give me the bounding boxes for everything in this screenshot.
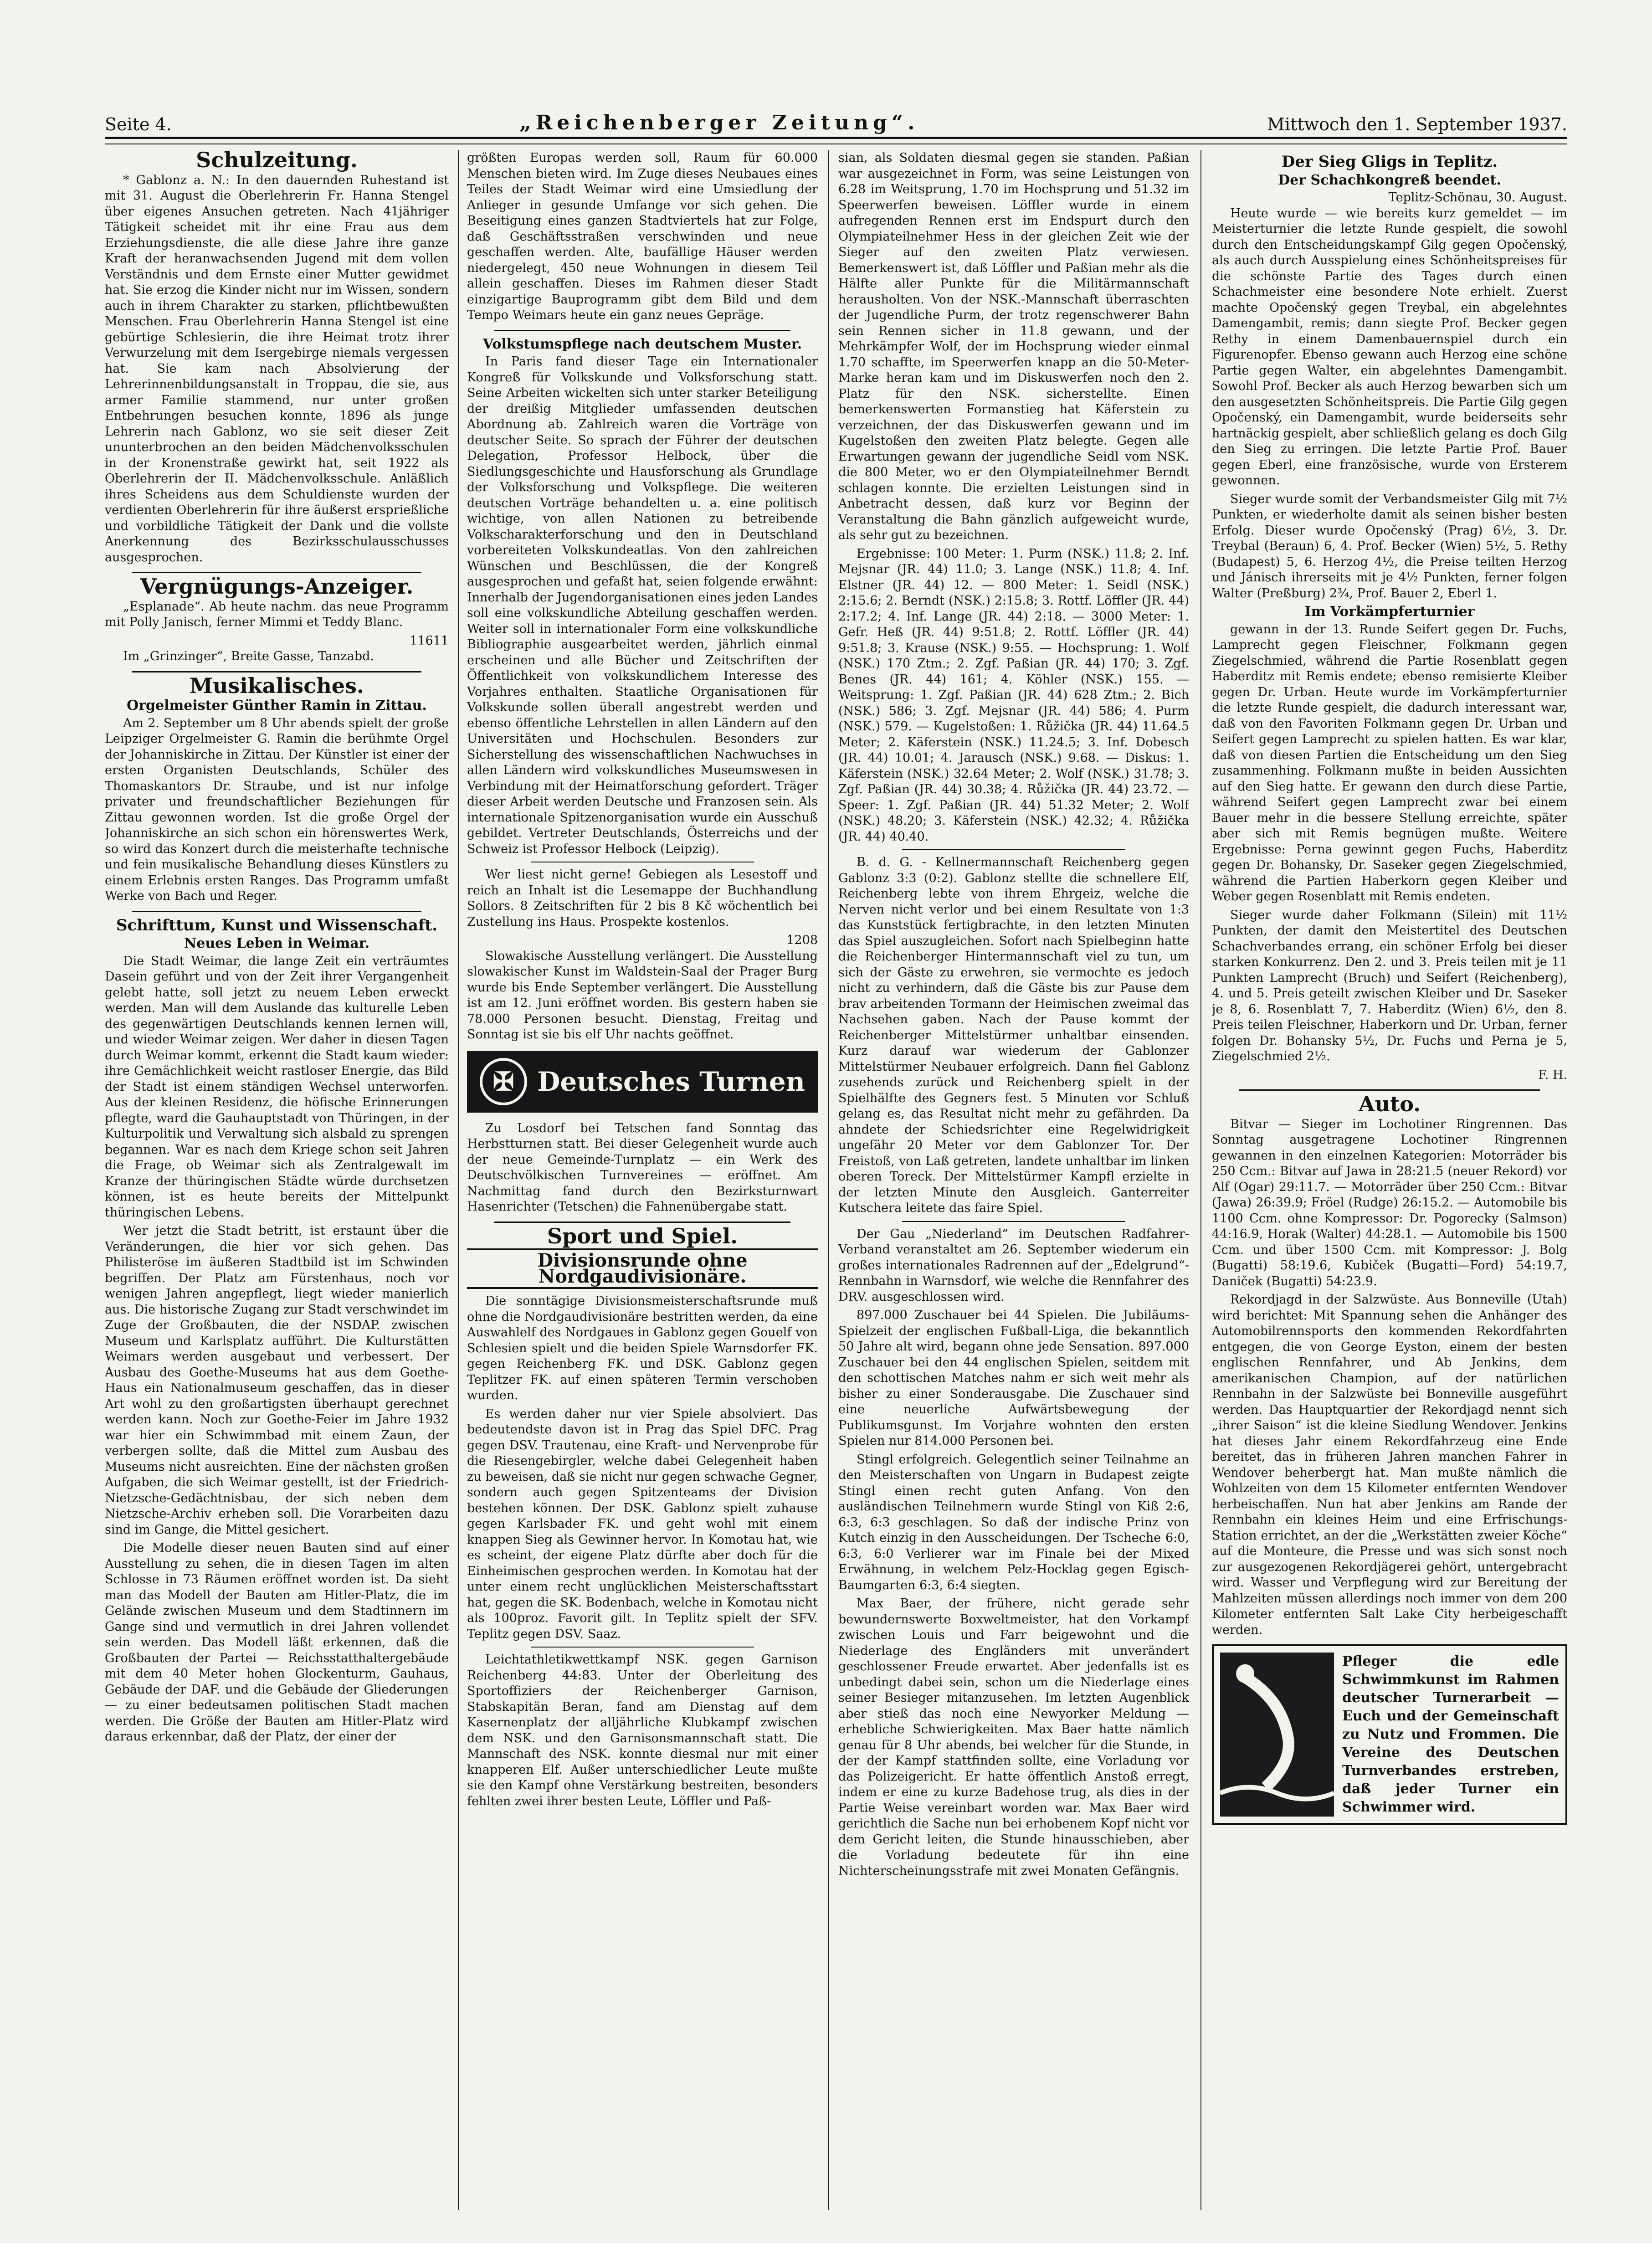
article-leichtathletik-continued: sian, als Soldaten diesmal gegen sie standen. Paßian war ausgezeichnet in Form, was seine Leistungen von 6.28 im Weitsprung, 1.70 im Hochsprung und 51.32 im Speerwerfen beweisen. Löffler wurde in einem aufregenden Rennen erst im Endspurt durch den Olympiateilnehmer Hess in der gleichen Zeit wie der Sieger auf den zweiten Platz verwiesen. Bemerkenswert ist, daß Löffler und Paßian mehr als die Hälfte aller Punkte für die Militärmannschaft herausholten. Von der NSK.-Mannschaft überraschten der Jugendliche Purm, der trotz regenschwerer Bahn sein Rennen sicher in 11.8 gewann, und der Mehrkämpfer Wolf, der im Hochsprung wieder einmal 1.70 schaffte, im Speerwerfen knapp an die 50-Meter-Marke heran kam und im Diskuswerfen noch den 2. Platz für den NSK. sicherstellte. Einen bemerkenswerten Formanstieg hat Käferstein zu verzeichnen, der das Diskuswerfen gewann und im Kugelstoßen den zweiten Platz belegte. Gegen alle Erwartungen gewann der jugendliche Seidl vom NSK. die 800 Meter, wo er den Olympiateilnehmer Berndt schlagen konnte. Die erzielten Leistungen sind in Anbetracht dessen, daß kurz vor Beginn der Veranstaltung die Bahn gänzlich aufgeweicht wurde, als sehr gut zu bezeichnen. (838, 151, 1189, 542)
column-3 (838, 150, 1189, 2210)
swimming-advertisement (1212, 1644, 1567, 1825)
separator (1239, 1089, 1540, 1091)
ad-text: Pfleger die edle Schwimmkunst im Rahmen deutscher Turnerarbeit — Euch und der Gemeinschaft zu Nutz und Frommen. Die Vereine des Deutschen Turnverbandes erstreben, daß jeder Turner ein Schwimmer wird. (1342, 1653, 1559, 1815)
column-divider (458, 150, 459, 2210)
separator (902, 1221, 1125, 1222)
article-turnen: Zu Losdorf bei Tetschen fand Sonntag das Herbstturnen statt. Bei dieser Gelegenheit wurde auch der neue Gemeinde-Turnplatz — ein Werk des Deutschvölkischen Turnvereines — eröffnet. Am Nachmittag fand durch den Bezirksturnwart Hasenrichter (Tetschen) die Fahnenübergabe statt. (467, 1121, 818, 1214)
column-2 (467, 150, 818, 2210)
article-heading-volkstum: Volkstumspflege nach deutschem Muster. (482, 336, 802, 352)
article-vorkaempfer: Sieger wurde daher Folkmann (Silein) mit 11½ Punkten, der damit den Meistertitel des Deutschen Schachverbandes errang, ein schöner Erfolg bei dieser starken Konkurrenz. Den 2. und 3. Preis teilen mit je 11 Punkten Lamprecht (Bruch) und Seifert (Reichenberg), 4. und 5. Preis geteilt zwischen Kleiber und Dr. Saseker je 8, 6. Rosenblatt 7, 7. Haberditz (Wien) 6½, den 8. Preis teilen Fleischner, Haberkorn und Dr. Urban, ferner folgen Dr. Bohansky 5½, Dr. Fuchs und Perna je 5, Ziegelschmied 2½. (1212, 908, 1567, 1063)
listing-number: 1208 (786, 933, 818, 947)
listing-esplanade: „Esplanade“. Ab heute nachm. das neue Programm mit Polly Janisch, ferner Mimmi et Teddy Blanc. (105, 599, 449, 629)
article-fussball-liga: 897.000 Zuschauer bei 44 Spielen. Die Jubiläums-Spielzeit der englischen Fußball-Liga, die bekanntlich 50 Jahre alt wird, begann ohne jede Sensation. 897.000 Zuschauer bei den 44 englischen Spielen, seitdem mit den schottischen Matches nahm er sich weit mehr als bisher zu einer Sonderausgabe. Die Zuschauer sind eine neuerliche Aufwärtsbewegung der Publikumsgunst. Im Vorjahre wohnten den ersten Spielen nur 814.000 Personen bei. (838, 1308, 1189, 1448)
article-leichtathletik: Leichtathletikwettkampf NSK. gegen Garnison Reichenberg 44:83. Unter der Oberleitung des Sportoffiziers der Reichenberger Garnison, Stabskapitän Beran, fand am Dienstag auf dem Kasernenplatz der alljährliche Klubkampf zwischen dem NSK. und den Garnisonsmannschaft statt. Die Mannschaft des NSK. konnte diesmal nur mit einer knapperen Elf. Außer unterschiedlicher Leute mußte sie den Kampf ohne Verstärkung bestreiten, besonders fehlten zwei ihrer besten Leute, Löffler und Paß- (467, 1653, 818, 1808)
article-ramin: Am 2. September um 8 Uhr abends spielt der große Leipziger Orgelmeister G. Ramin die berühmte Orgel der Johanniskirche in Zittau. Der Künstler ist einer der ersten Organisten Deutschlands, Schüler des Thomaskantors Dr. Straube, und ist nur infolge privater und freundschaftlicher Beziehungen für Zittau gewonnen worden. Ist die große Orgel der Johanniskirche an sich schon ein hörenswertes Werk, so wird das Konzert durch die meisterhafte technische und fein musikalische Behandlung dieses Künstlers zu einem Erlebnis ersten Ranges. Das Programm umfaßt Werke von Bach und Reger. (105, 716, 449, 903)
separator (531, 1647, 754, 1648)
article-weimar: Wer jetzt die Stadt betritt, ist erstaunt über die Veränderungen, die hier vor sich gehen. Das Philisteröse im äußeren Stadtbild ist im Schwinden begriffen. Der Platz am Fürstenhaus, noch vor wenigen Jahren angepflegt, liegt wieder manierlich aus. Die historische Zugang zur Stadt verschwindet im Zuge der Großbauten, die der NSDAP. zwischen Museum und Karlsplatz aufführt. Die Kulturstätten Weimars werden ausgebaut und verbessert. Der Ausbau des Goethe-Museums hat aus dem Goethe-Haus ein Nationalmuseum geschaffen, das in dieser Art wohl zu den großartigsten überhaupt gerechnet werden kann. Noch zur Goethe-Feier im Jahre 1932 war hier ein Schwimmbad mit einem Zaun, der verbergen sollte, daß die Mittel zum Ausbau des Museums nicht ausreichten. Eine der nächsten großen Aufgaben, die sich Weimar gestellt, ist der Friedrich-Nietzsche-Gedächtnisbau, der sich neben dem Nietzsche-Archiv erheben soll. Die Vorarbeiten dazu sind im Gange, die Mittel gesichert. (105, 1224, 449, 1537)
section-heading-musik: Musikalisches. (190, 673, 364, 698)
article-schach: Heute wurde — wie bereits kurz gemeldet — im Meisterturnier die letzte Runde gespielt, die sowohl durch den Entscheidungskampf Gilg gegen Opočenský, als auch durch Ausspielung eines Schönheitspreises für die schönste Partie des Tages durch einen Schachmeister eine besondere Note erhielt. Zuerst machte Opočenský gegen Treybal, ein abgelehntes Damengambit, remis; dann siegte Prof. Becker gegen Rethy in einem Damenbauernspiel durch ein Figurenopfer. Ebenso gewann auch Herzog eine schöne Partie gegen Walter, ein abgelehntes Damengambit. Sowohl Prof. Becker als auch Herzog bewarben sich um den ausgesetzten Schönheitspreis. Die Partie Gilg gegen Opočenský, ein Damengambit, wurde beiderseits sehr hartnäckig gespielt, aber schließlich gelang es doch Gilg den Sieg zu erringen. Die letzte Partie Prof. Bauer gegen Eberl, eine französische, wurde von Ersterem gewonnen. (1212, 206, 1567, 488)
article-heading-schach: Der Sieg Gligs in Teplitz. (1281, 153, 1498, 171)
separator (494, 1222, 790, 1223)
separator (494, 330, 790, 331)
separator (132, 911, 421, 912)
turnerkreuz-icon: ✠ (480, 1058, 527, 1105)
separator (132, 572, 421, 573)
results-leichtathletik: Ergebnisse: 100 Meter: 1. Purm (NSK.) 11.8; 2. Inf. Mejsnar (JR. 44) 11.0; 3. Lange (NSK.) 11.8; 4. Inf. Elstner (JR. 44) 12. — 800 Meter: 1. Seidl (NSK.) 2:15.6; 2. Berndt (NSK.) 2:15.8; 3. Rottf. Löffler (JR. 44) 2:17.2; 4. Inf. Lange (JR. 44) 2:18. — 3000 Meter: 1. Gefr. Heß (JR. 44) 9:51.8; 2. Rottf. Löffler (JR. 44) 9:51.8; 3. Krause (NSK.) 9:55. — Hochsprung: 1. Wolf (NSK.) 170 Ztm.; 2. Zgf. Paßian (JR. 44) 170; 3. Zgf. Benes (JR. 44) 161; 4. Köhler (NSK.) 155. — Weitsprung: 1. Zgf. Paßian (JR. 44) 628 Ztm.; 2. Bich (NSK.) 586; 3. Zgf. Mejsnar (JR. 44) 586; 4. Purm (NSK.) 579. — Kugelstoßen: 1. Růžička (JR. 44) 11.64.5 Meter; 2. Käferstein (NSK.) 11.24.5; 3. Inf. Dobesch (JR. 44) 10.01; 4. Jarausch (NSK.) 9.68. — Diskus: 1. Käferstein (NSK.) 32.64 Meter; 2. Wolf (NSK.) 31.78; 3. Zgf. Paßian (JR. 44) 30.38; 4. Růžička (JR. 44) 23.72. — Speer: 1. Zgf. Paßian (JR. 44) 51.32 Meter; 2. Wolf (NSK.) 48.20; 3. Käferstein (NSK.) 42.32; 4. Růžička (JR. 44) 40.40. (838, 546, 1189, 844)
article-weimar: Die Stadt Weimar, die lange Zeit ein verträumtes Dasein geführt und von der Zeit ihrer Vergangenheit gelebt hatte, soll jetzt zu neuem Leben erweckt werden. Man will dem Auslande das kulturelle Leben des gegenwärtigen Deutschlands kennen lernen will, und wieder Weimar zeigen. Wer daher in diesen Tagen durch Weimar kommt, erkennt die Stadt kaum wieder: ihre Gemächlichkeit weicht rastloser Energie, das Bild der Stadt ist einem ständigen Wechsel unterworfen. Aus der kleinen Residenz, die höfische Erinnerungen pflegte, ward die Gauhauptstadt von Thüringen, in der Kulturpolitik und Verwaltung sich alsbald zu sprengen begannen. War es nach dem Kriege schon seit Jahren die Frage, ob Weimar sich als Zentralgewalt im Kranze der thüringischen Städte würde durchsetzen können, ist es heute bereits der Mittelpunkt thüringischen Lebens. (105, 954, 449, 1220)
page-header (105, 98, 1567, 134)
listing-grinzinger: Im „Grinzinger“, Breite Gasse, Tanzabd. (123, 649, 374, 663)
issue-date: Mittwoch den 1. September 1937. (1267, 114, 1567, 134)
column-4 (1212, 150, 1567, 2210)
article-salzwueste: Rekordjagd in der Salzwüste. Aus Bonneville (Utah) wird berichtet: Mit Spannung sehen die Anhänger des Automobilrennsports den kommenden Rekordfahrten entgegen, die von George Eyston, einem der besten englischen Rennfahrer, und Ab Jenkins, dem amerikanischen Champion, auf der natürlichen Rennbahn in der Salzwüste bei Bonneville ausgeführt werden. Das Hauptquartier der Rekordjagd nennt sich „ihrer Saison“ ist die kleine Siedlung Wendover. Jenkins hat dieses Jahr einem Rekordfahrzeug eine Ende bereitet, das in früheren Jahren manchen Fahrer in Wendover beherbergt hat. Man mußte nämlich die Wohlzeiten von dem 15 Kilometer entfernten Wendover herbeischaffen. Nun hat aber Jenkins am Rande der Rennbahn ein kleines Heim und eine Erfrischungs-Station errichtet, an der die „Werkstätten zweier Köche“ auf die Monteure, die Presse und was sich sonst noch zur ausgezogenen Rekordjägerei gehört, untergebracht wird. Wasser und Verpflegung wird zur Bereitung der Mahlzeiten müssen allerdings noch immer von dem 200 Kilometer entfernten Salt Lake City herbeigeschafft werden. (1212, 1293, 1567, 1637)
article-division: Es werden daher nur vier Spiele absolviert. Das bedeutendste davon ist in Prag das Spiel DFC. Prag gegen DSV. Trautenau, eine Kraft- und Nervenprobe für die Riesengebirgler, welche dabei Gelegenheit haben zu beweisen, daß sie nicht nur gegen schwache Gegner, sondern auch gegen Spitzenteams der Division bestehen können. Der DSK. Gablonz spielt zuhause gegen Karlsbader FK. und geht wohl mit einem knappen Sieg als Gewinner hervor. In Komotau hat, wie es scheint, der eigene Platz dürfte aber doch für die Einheimischen gesprochen werden. In Komotau hat der unter einem recht unglücklichen Meisterschaftsstart hat, gegen die SK. Bodenbach, welche in Komotau nicht als 100proz. Favorit gilt. In Teplitz spielt der SFV. Teplitz gegen DSV. Saaz. (467, 1406, 818, 1641)
section-heading-auto: Auto. (1358, 1092, 1421, 1116)
article-radrennen: Der Gau „Niederland“ im Deutschen Radfahrer-Verband veranstaltet am 26. September wiederum ein großes internationales Radrennen auf der „Edelgrund“-Rennbahn in Warnsdorf, wie welche die Rennfahrer des DRV. ausgeschlossen wird. (838, 1227, 1189, 1304)
article-volkstum: In Paris fand dieser Tage ein Internationaler Kongreß für Volkskunde und Volksforschung statt. Seine Arbeiten wickelten sich unter starker Beteiligung der dreißig Mitglieder umfassenden deutschen Abordnung ab. Zahlreich waren die Vorträge von deutscher Seite. So sprach der Führer der deutschen Delegation, Professor Helbock, über die Siedlungsgeschichte und Hausforschung als Grundlage der Volksforschung und Volkspflege. Die weiteren deutschen Vorträge behandelten u. a. eine politisch wichtige, von allen Nationen zu betreibende Volkscharakterforschung und den in Deutschland vorbereiteten Volkskundeatlas. Von den zahlreichen Wünschen und Beschlüssen, die der Kongreß ausgesprochen und gefaßt hat, seien folgende erwähnt: Innerhalb der Jugendorganisationen eines jeden Landes soll eine volkskundliche Abteilung geschaffen werden. Weiter soll in internationaler Form eine volkskundliche Bibliographie ausgearbeitet werden, jährlich einmal erscheinen und alle Bücher und Zeitschriften der Öffentlichkeit von volkskundlichem Interesse des Vorjahres enthalten. Staatliche Organisationen für Volkskunde sollen überall angestrebt werden und ebenso öffentliche Lehrstellen in allen Ländern auf den Universitäten und Hochschulen. Besonders zur Sicherstellung des wissenschaftlichen Nachwuchses in allen Ländern wird volkskundliches Museumswesen in Verbindung mit der Heimatforschung gefordert. Träger dieser Arbeit werden Deutsche und Franzosen sein. Als internationale Spitzenorganisation wurde ein Ausschuß gebildet. Vertreter Deutschlands, Österreichs und der Schweiz ist Professor Helbock (Leipzig). (467, 354, 818, 856)
separator (132, 671, 421, 672)
author-signature: F. H. (1538, 1068, 1567, 1082)
article-division: Die sonntägige Divisionsmeisterschaftsrunde muß ohne die Nordgaudivisionäre bestritten werden, da eine Auswahlelf des Nordgaues in Gablonz gegen Gouelf von Schlesien spielt und die beiden Spiele Warnsdorfer FK. gegen Reichenberg FK. und DSK. Gablonz gegen Teplitzer FK. auf einen späteren Termin verschoben wurden. (467, 1294, 818, 1402)
deutsches-turnen-banner (467, 1051, 818, 1113)
notice-slowakische-ausstellung: Slowakische Ausstellung verlängert. Die Ausstellung slowakischer Kunst im Waldstein-Saal der Prager Burg wurde bis Ende September verlängert. Die Ausstellung ist am 12. Juni eröffnet worden. Bis gestern haben sie 78.000 Personen besucht. Dienstag, Freitag und Sonntag ist sie bis elf Uhr nachts geöffnet. (467, 949, 818, 1042)
separator (902, 849, 1125, 850)
article-ringrennen: Bitvar — Sieger im Lochotiner Ringrennen. Das Sonntag ausgetragene Lochotiner Ringrennen gewannen in den einzelnen Kategorien: Motorräder bis 250 Ccm.: Bitvar auf Jawa in 28:21.5 (neuer Rekord) vor Alf (Ogar) 29:11.7. — Motorräder über 250 Ccm.: Bitvar (Jawa) 26:39.9; Fröel (Rudge) 26:15.2. — Automobile bis 1100 Ccm. ohne Kompressor: Dr. Pogorecky (Salmson) 44:16.9, Horak (Walter) 44:28.1. — Automobile bis 1500 Ccm. und über 1500 Ccm. mit Kompressor: J. Bolg (Bugatti) 58:19.6, Kubiček (Bugatti—Ford) 54:19.7, Daniček (Bugatti) 54:23.9. (1212, 1117, 1567, 1288)
column-1 (105, 150, 449, 2210)
section-heading-schulzeitung: Schulzeitung. (196, 150, 358, 172)
listing-number: 11611 (410, 633, 449, 648)
article-weimar-continued: größten Europas werden soll, Raum für 60.000 Menschen bieten wird. Im Zuge dieses Neubaues eines Teiles der Stadt Weimar wird eine Umsiedlung der Anlieger in gesunde Umfange vor sich gehen. Die Beseitigung eines ganzen Stadtviertels hat zur Folge, daß Geschäftsstraßen verschwinden und neue geschaffen werden. Alte, baufällige Häuser werden niedergelegt, 450 neue Wohnungen in diesem Teil allein geschaffen. Dieses im Rahmen dieser Stadt einzigartige Bauprogramm gibt dem Bild und dem Tempo Weimars heute ein ganz neues Gepräge. (467, 151, 818, 322)
newspaper-title: „Reichenberger Zeitung“. (519, 111, 919, 134)
article-heading-division: Divisionsrunde ohne Nordgaudivisionäre. (467, 1248, 818, 1289)
header-rule (105, 137, 1567, 144)
article-subheading: Im Vorkämpferturnier (1304, 604, 1475, 620)
banner-title: Deutsches Turnen (537, 1066, 805, 1097)
article-max-baer: Max Baer, der frühere, nicht gerade sehr bewundernswerte Boxweltmeister, hat den Vorkampf zwischen Louis und Farr beigewohnt und die Niederlage des Engländers mit unverändert geschlossener Freude erwartet. Aber jedenfalls ist es unbedingt dabei sein, schon um die Niederlage eines seiner Besieger mitanzusehen. Im letzten Augenblick aber stieß das noch eine Newyorker Meldung — erhebliche Schwierigkeiten. Max Baer hatte nämlich genau für 8 Uhr abends, bei welcher für die Stunde, in der der Kampf stattfinden sollte, eine Vorladung vor das Polizeigericht. Er hatte öffentlich Anstoß erregt, indem er eine zu kurze Badehose trug, als dies in der Partie Weise vereinbart worden war. Max Baer wird gerichtlich die Sache nun bei erhobenem Kopf nicht vor dem Gericht leiten, die Stunde hinausschieben, aber die Vorladung bedeutete für ihn eine Nichterscheinungsstrafe mit zwei Monaten Gefängnis. (838, 1596, 1189, 1878)
section-heading-schrifttum: Schrifttum, Kunst und Wissenschaft. (116, 916, 438, 934)
article-weimar: Die Modelle dieser neuen Bauten sind auf einer Ausstellung zu sehen, die in diesen Tagen im alten Schlosse in 73 Räumen eröffnet worden ist. Da sieht man das Modell der Bauten am Hitler-Platz, die im Gelände zwischen Museum und dem Stadtinnern im Gange sind und vermutlich in drei Jahren vollendet sein werden. Das Modell läßt erkennen, daß die Großbauten der Partei — Reichsstatthaltergebäude mit dem 40 Meter hohen Glockenturm, Gauhaus, Gebäude der DAF. und die Gebäude der Gliederungen — zu einer bedeutsamen politischen Stadt machen werden. Die Größe der Bauten am Hitler-Platz wird daraus erkennbar, daß der Platz, der einer der (105, 1541, 449, 1744)
article-vorkaempfer: gewann in der 13. Runde Seifert gegen Dr. Fuchs, Lamprecht gegen Fleischner, Folkmann gegen Ziegelschmied, während die Partie Rosenblatt gegen Haberditz mit Remis endete; ebenso remisierte Kleiber gegen Dr. Urban. Heute wurde im Vorkämpferturnier die letzte Runde gespielt, die dadurch interessant war, daß von den Favoriten Folkmann gegen Dr. Urban und Seifert gegen Lamprecht zu spielen hatten. Es war klar, daß von diesen Partien die Entscheidung um den Sieg zusammenhing. Folkmann mußte in beiden Aussichten auf den Sieg hatte. Er gewann den durch diese Partie, während Seifert gegen Lamprecht zwar bei einem Bauer mehr in die bessere Stellung erreichte, später aber sich mit Remis begnügen mußte. Weitere Ergebnisse: Perna gewinnt gegen Fuchs, Haberditz gegen Dr. Bohansky, Dr. Saseker gegen Ziegelschmied, während die Partien Haberkorn gegen Kleiber und Weber gegen Rosenblatt mit Remis endeten. (1212, 622, 1567, 903)
article-stingl: Stingl erfolgreich. Gelegentlich seiner Teilnahme an den Meisterschaften von Ungarn in Budapest zeigte Stingl einen recht guten Anfang. Von den ausländischen Teilnehmern wurde Stingl von Kiß 2:6, 6:3, 6:3 geschlagen. So daß der indische Prinz von Kutch einzig in den Ausscheidungen. Der Tscheche 6:0, 6:3, 6:0 Verlierer war im Finale bei der Mixed Erwähnung, in welchem Pelz-Hocklag gegen Egisch-Baumgarten 6:3, 6:4 siegten. (838, 1452, 1189, 1592)
article-schulzeitung: * Gablonz a. N.: In den dauernden Ruhestand ist mit 31. August die Oberlehrerin Fr. Hanna Stengel über eigenes Ansuchen getreten. Nach 41jähriger Tätigkeit scheidet mit ihr eine Frau aus dem Erziehungsdienste, die alle diese Jahre ihre ganze Kraft der heranwachsenden Jugend mit dem vollen Verständnis und dem Ernste einer Mutter gewidmet hat. Sie erzog die Kinder nicht nur im Wissen, sondern auch in ihrem Charakter zu starken, pflichtbewußten Menschen. Frau Oberlehrerin Hanna Stengel ist eine gebürtige Schlesierin, die ihre Heimat trotz ihrer Verwurzelung mit dem Isergebirge niemals vergessen hat. Sie kam nach Absolvierung der Lehrerinnenbildungsanstalt in Troppau, die sie, aus armer Familie stammend, nur unter großen Entbehrungen besuchen konnte, 1896 als junge Lehrerin nach Gablonz, wo sie seit dieser Zeit ununterbrochen an den beiden Mädchenvolksschulen in der Kronenstraße gewirkt hat, seit 1922 als Oberlehrerin der II. Mädchenvolksschule. Anläßlich ihres Scheidens aus dem Schuldienste wurden der verdienten Oberlehrerin für ihre äußerst ersprießliche und vorbildliche Tätigkeit der Dank und die vollste Anerkennung des Bezirksschulausschusses ausgesprochen. (105, 173, 449, 565)
page-number: Seite 4. (105, 114, 172, 134)
article-subheading: Der Schachkongreß beendet. (1278, 172, 1501, 188)
notice-lesemappe: Wer liest nicht gerne! Gebiegen als Lesestoff und reich an Inhalt ist die Lesemappe der Buchhandlung Sollors. 8 Zeitschriften für 2 bis 8 Kč wöchentlich bei Zustellung ins Haus. Prospekte kostenlos. (467, 867, 818, 929)
article-kellnermannschaft: B. d. G. - Kellnermannschaft Reichenberg gegen Gablonz 3:3 (0:2). Gablonz stellte die schnellere Elf, Reichenberg lebte von ihrem Ehrgeiz, welche die Nerven nicht verlor und bei einem Resultate von 1:3 das Kunststück fertigbrachte, in den letzten Minuten das Spiel auszugleichen. Sofort nach Spielbeginn hatte die Reichenberger Hintermannschaft viel zu tun, um sich der Gäste zu erwehren, sie vermochte es jedoch nicht zu verhindern, daß die Gäste bis zur Pause dem brav arbeitenden Tormann der Heimischen zweimal das Nachsehen gaben. Nach der Pause kommt der Reichenberger Mittelstürmer unhaltbar einsenden. Kurz darauf war wiederum der Gablonzer Mittelstürmer Neubauer erfolgreich. Dann fiel Gablonz zusehends zurück und Reichenberg spielt in der Spielhälfte des Gegners fest. 5 Minuten vor Schluß gelang es, das Resultat nicht mehr zu gefährden. Da ahndete der Schiedsrichter eine Regelwidrigkeit ungefähr 20 Meter vor dem Gablonzer Tor. Der Freistoß, von Laß getreten, landete unhaltbar im linken oberen Toreck. Der Mittelstürmer Kampfl erzielte in der letzten Minute den Ausgleich. Ganterreiter Kutschera leitete das faire Spiel. (838, 855, 1189, 1215)
section-heading-sport: Sport und Spiel. (547, 1223, 738, 1248)
article-schach: Sieger wurde somit der Verbandsmeister Gilg mit 7½ Punkten, er wiederholte damit als seinen bisher besten Erfolg. Dieser wurde Opočenský (Prag) 6½, 3. Dr. Treybal (Beraun) 6, 4. Prof. Becker (Wien) 5½, 5. Rethy (Budapest) 5, 6. Herzog 4½, die Preise teilten Herzog und Jánisch ihrerseits mit je 4½ Punkten, ferner folgen Walter (Preßburg) 2¾, Prof. Bauer 2, Eberl 1. (1212, 492, 1567, 601)
column-divider (828, 150, 829, 2210)
article-subheading: Orgelmeister Günther Ramin in Zittau. (127, 698, 427, 713)
swimmer-diving-icon (1220, 1653, 1334, 1817)
section-heading-vergnuegungen: Vergnügungs-Anzeiger. (140, 574, 414, 599)
dateline: Teplitz-Schönau, 30. August. (1388, 190, 1567, 205)
article-subheading: Neues Leben in Weimar. (184, 935, 370, 951)
